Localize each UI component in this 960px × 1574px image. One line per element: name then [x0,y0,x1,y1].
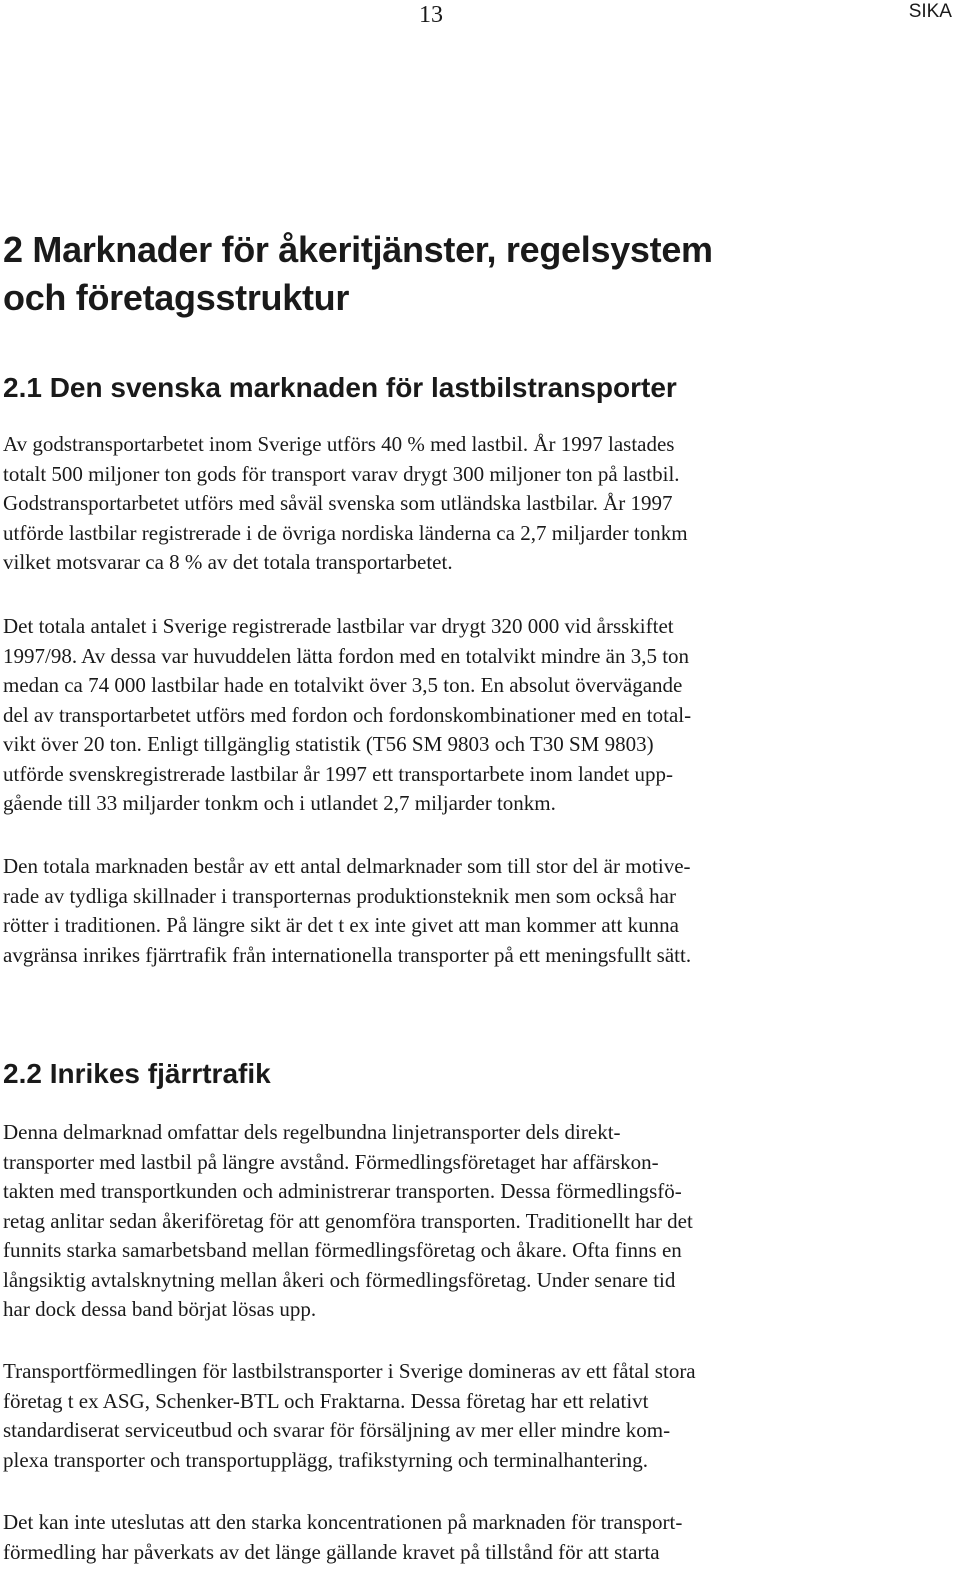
text-line: rötter i traditionen. På längre sikt är det t ex inte givet att man kommer att kunna [3,913,679,937]
text-line: gående till 33 miljarder tonkm och i utlandet 2,7 miljarder tonkm. [3,791,556,815]
text-line: 1997/98. Av dessa var huvuddelen lätta fordon med en totalvikt mindre än 3,5 ton [3,643,690,668]
text-line: Den totala marknaden består av ett antal delmarknader som till stor del är motive- [3,854,691,878]
text-line: vikt över 20 ton. Enligt tillgänglig statistik (T56 SM 9803 och T30 SM 9803) [3,732,654,756]
paragraph [3,1357,958,1475]
text-line: utförde svenskregistrerade lastbilar år 1997 ett transportarbete inom landet upp- [3,761,674,786]
text-line: Det kan inte uteslutas att den starka koncentrationen på marknaden för transport- [3,1510,683,1534]
section-heading-2-2: 2.2 Inrikes fjärrtrafik [3,1058,271,1089]
text-line: retag anlitar sedan åkeriföretag för att genomföra transporten. Traditionellt har det [3,1208,693,1233]
paragraph [3,430,958,578]
text-line: plexa transporter och transportupplägg, trafikstyrning och terminalhantering. [3,1447,648,1472]
paragraph [3,612,958,819]
text-line: vilket motsvarar ca 8 % av det totala transportarbetet. [3,550,453,574]
paragraph [3,852,958,970]
text-line: totalt 500 miljoner ton gods för transport varav drygt 300 miljoner ton på lastbil. [3,461,680,486]
chapter-heading-line: och företagsstruktur [3,277,350,318]
text-line: har dock dessa band börjat lösas upp. [3,1297,317,1321]
chapter-heading [3,226,903,322]
paragraph [3,1508,958,1567]
text-line: utförde lastbilar registrerade i de övriga nordiska länderna ca 2,7 miljarder tonkm [3,520,688,545]
text-line: förmedling har påverkats av det länge gällande kravet på tillstånd för att starta [3,1539,660,1564]
text-line: Denna delmarknad omfattar dels regelbundna linjetransporter dels direkt- [3,1120,621,1144]
text-line: avgränsa inrikes fjärrtrafik från internationella transporter på ett meningsfullt sätt. [3,942,692,967]
page-number: 13 [419,2,443,28]
text-line: medan ca 74 000 lastbilar hade en totalvikt över 3,5 ton. En absolut övervägande [3,673,683,697]
text-line: Det totala antalet i Sverige registrerade lastbilar var drygt 320 000 vid årsskiftet [3,614,674,638]
header-label: SIKA [908,1,952,22]
chapter-heading-line: 2 Marknader för åkeritjänster, regelsystem [3,229,713,270]
text-line: transporter med lastbil på längre avstånd. Förmedlingsföretaget har affärskon- [3,1149,659,1174]
text-line: funnits starka samarbetsband mellan förmedlingsföretag och åkare. Ofta finns en [3,1238,682,1262]
paragraph [3,1118,958,1325]
section-heading-2-1: 2.1 Den svenska marknaden för lastbilstransporter [3,372,677,403]
text-line: rade av tydliga skillnader i transporternas produktionsteknik men som också har [3,883,676,908]
text-line: Transportförmedlingen för lastbilstransporter i Sverige domineras av ett fåtal stora [3,1359,696,1383]
text-line: standardiserat serviceutbud och svarar för försäljning av mer eller mindre kom- [3,1418,671,1442]
text-line: företag t ex ASG, Schenker-BTL och Fraktarna. Dessa företag har ett relativt [3,1388,649,1413]
text-line: långsiktig avtalsknytning mellan åkeri och förmedlingsföretag. Under senare tid [3,1267,676,1292]
text-line: takten med transportkunden och administrerar transporten. Dessa förmedlingsfö- [3,1179,682,1203]
text-line: Godstransportarbetet utförs med såväl svenska som utländska lastbilar. År 1997 [3,491,673,515]
text-line: Av godstransportarbetet inom Sverige utförs 40 % med lastbil. År 1997 lastades [3,432,675,456]
text-line: del av transportarbetet utförs med fordon och fordonskombinationer med en total- [3,702,692,727]
